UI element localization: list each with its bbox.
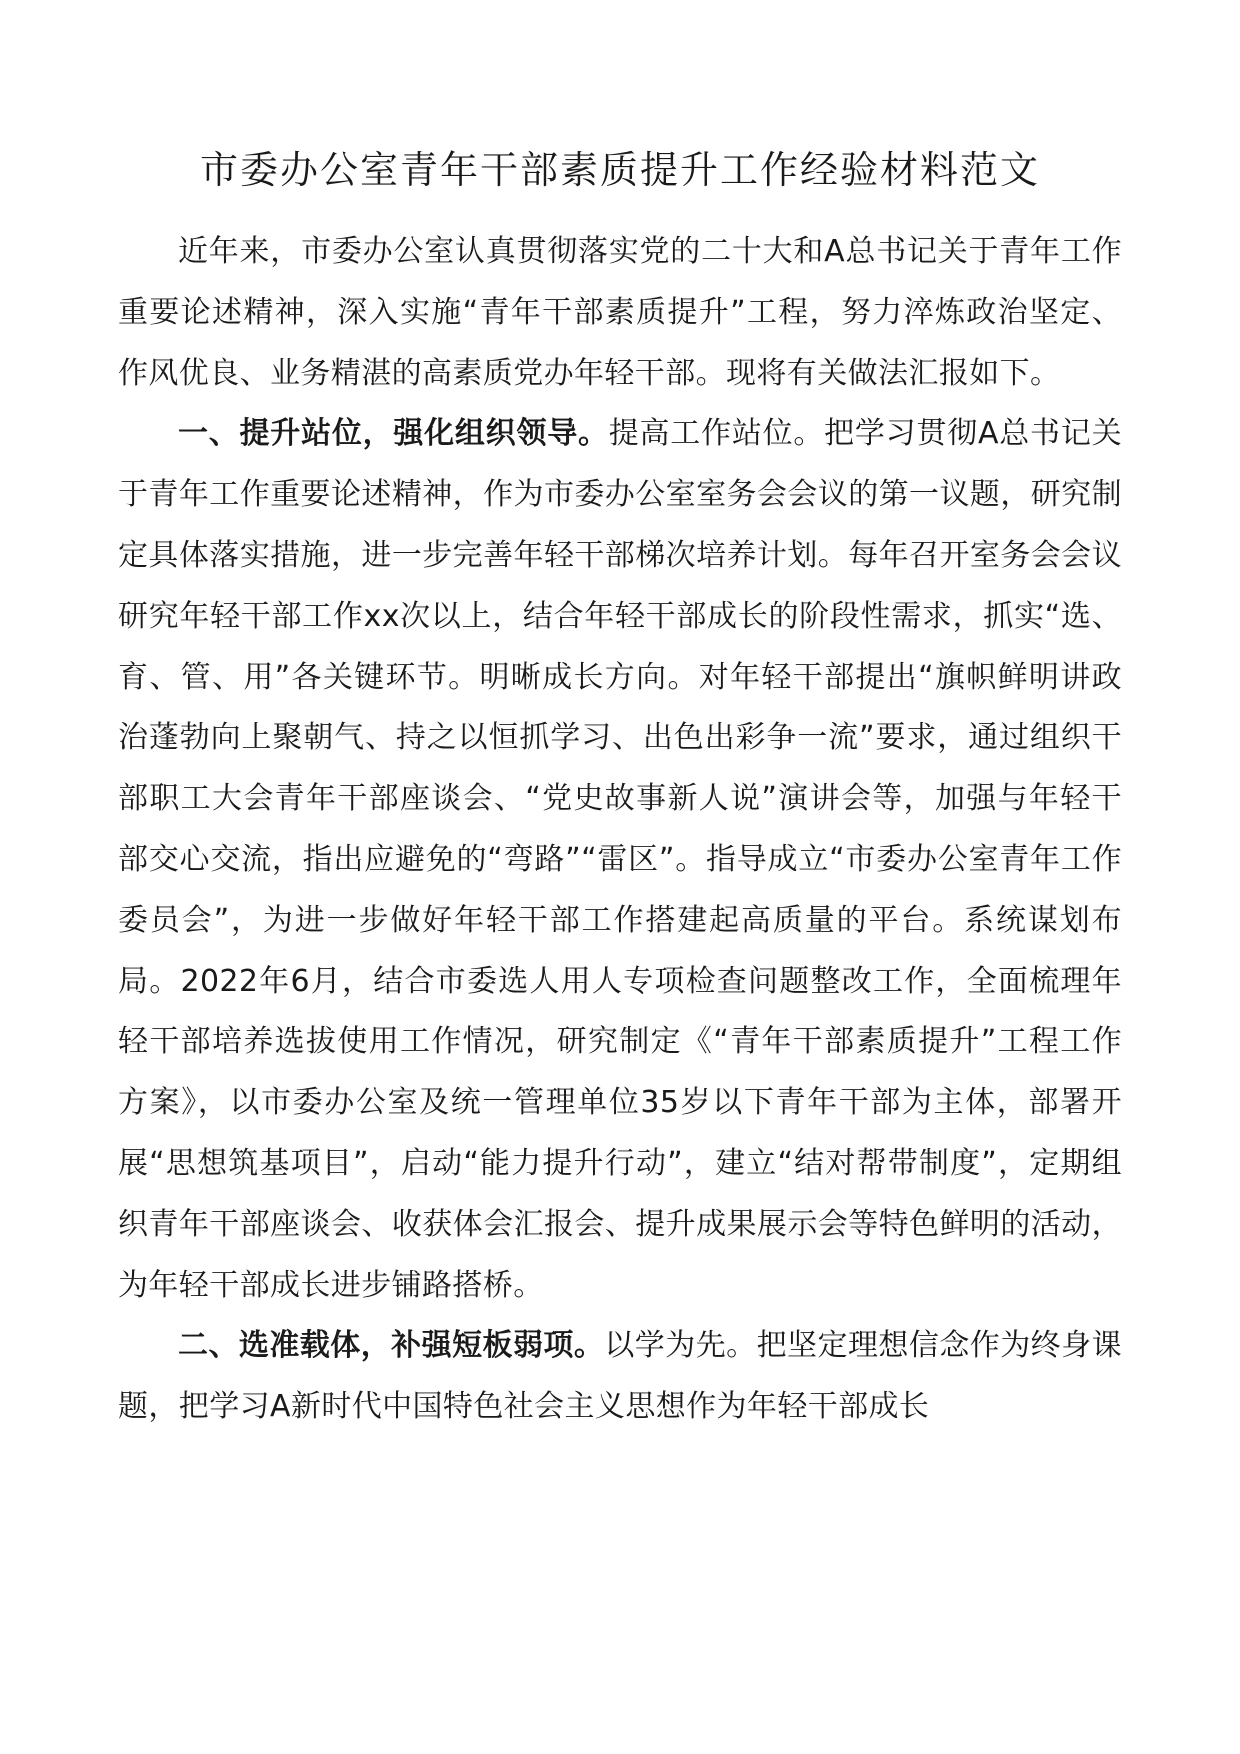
section-2-body: 以学为先。把坚定理想信念作为终身课题，把学习A新时代中国特色社会主义思想作为年轻干部成长 [118, 1328, 1122, 1425]
section-1-heading: 一、提升站位，强化组织领导。 [178, 416, 609, 452]
document-title: 市委办公室青年干部素质提升工作经验材料范文 [199, 148, 1040, 192]
intro-paragraph: 近年来，市委办公室认真贯彻落实党的二十大和A总书记关于青年工作重要论述精神，深入实施“青年干部素质提升”工程，努力淬炼政治坚定、作风优良、业务精湛的高素质党办年轻干部。现将有关做法汇报如下。 [118, 234, 1122, 391]
document-page [118, 140, 1122, 1438]
section-1-paragraph [118, 404, 1122, 1316]
section-2-heading: 二、选准载体，补强短板弱项。 [178, 1328, 605, 1364]
section-2-paragraph [118, 1316, 1122, 1438]
section-1-body: 提高工作站位。把学习贯彻A总书记关于青年工作重要论述精神，作为市委办公室室务会会议的第一议题，研究制定具体落实措施，进一步完善年轻干部梯次培养计划。每年召开室务会会议研究年轻干部工作xx次以上，结合年轻干部成长的阶段性需求，抓实“选、育、管、用”各关键环节。明晰成长方向。对年轻干部提出“旗帜鲜明讲政治蓬勃向上聚朝气、持之以恒抓学习、出色出彩争一流”要求，通过组织干部职工大会青年干部座谈会、“党史故事新人说”演讲会等，加强与年轻干部交心交流，指出应避免的“弯路”“雷区”。指导成立“市委办公室青年工作委员会”，为进一步做好年轻干部工作搭建起高质量的平台。系统谋划布局。2022年6月，结合市委选人用人专项检查问题整改工作，全面梳理年轻干部培养选拔使用工作情况，研究制定《“青年干部素质提升”工程工作方案》，以市委办公室及统一管理单位35岁以下青年干部为主体，部署开展“思想筑基项目”，启动“能力提升行动”，建立“结对帮带制度”，定期组织青年干部座谈会、收获体会汇报会、提升成果展示会等特色鲜明的活动，为年轻干部成长进步铺路搭桥。 [118, 416, 1122, 1303]
